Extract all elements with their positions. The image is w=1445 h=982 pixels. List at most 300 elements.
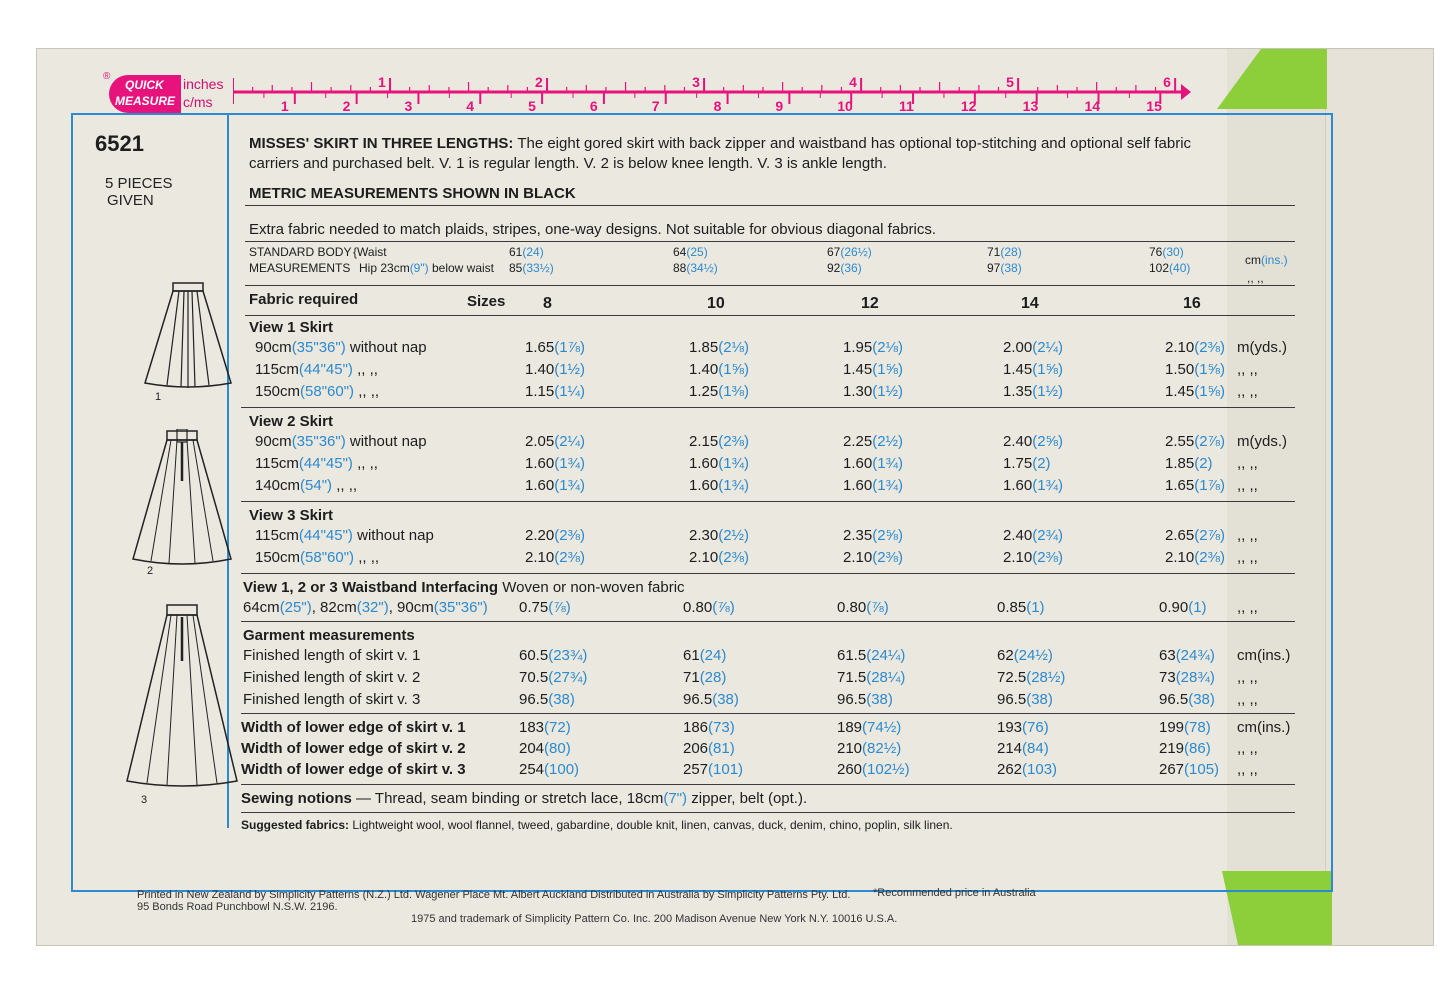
ruler-cm-label: 3 (404, 98, 413, 114)
price-note: *Recommended price in Australia (873, 887, 1036, 899)
view1-fabric-width (255, 361, 378, 378)
yardage-value (689, 477, 749, 494)
waist-value-metric: 61 (509, 245, 523, 259)
notions-text-imperial: (7") (663, 790, 688, 807)
interfacing-value-imperial: (1) (1026, 599, 1045, 616)
view-1-number: 1 (155, 391, 162, 403)
garment-value-imperial: (38) (712, 691, 739, 708)
yardage-value (1165, 361, 1225, 378)
width-tail: ,, ,, (352, 455, 378, 472)
waist-value-imperial: (28) (1000, 245, 1022, 259)
yardage-value-imperial: (2⅜) (872, 549, 904, 566)
width-tail: without nap (352, 527, 434, 544)
rule (241, 713, 1295, 714)
yardage-value-imperial: (2⅞) (1194, 433, 1226, 450)
hem-width-value-imperial: (84) (1022, 740, 1049, 757)
yardage-value-metric: 2.10 (1003, 549, 1033, 566)
hem-width-value-metric: 219 (1159, 740, 1185, 757)
view-2-illustration (127, 429, 237, 569)
yardage-unit: m(yds.) (1237, 339, 1287, 356)
yardage-value (1165, 549, 1225, 566)
garment-value (997, 647, 1053, 664)
yardage-value-metric: 1.65 (525, 339, 555, 356)
ruler-cm-label: 14 (1084, 98, 1101, 114)
yardage-value (689, 339, 749, 356)
description-text-1: The eight gored skirt with back zipper and waistband has optional top-stitching and optional self fabric (517, 135, 1192, 152)
yardage-value-metric: 1.60 (843, 455, 873, 472)
size-header: 16 (1183, 295, 1201, 312)
yardage-value-imperial: (1⅝) (872, 361, 904, 378)
yardage-unit: ,, ,, (1237, 477, 1258, 494)
hem-width-value-metric: 262 (997, 761, 1023, 778)
hem-width-value-imperial: (102½) (862, 761, 910, 778)
yardage-value (1165, 527, 1225, 544)
hip-value (673, 261, 718, 275)
yardage-unit: ,, ,, (1237, 455, 1258, 472)
rule (245, 285, 1295, 286)
yardage-value (525, 455, 585, 472)
yardage-value (843, 361, 903, 378)
garment-value-metric: 96.5 (997, 691, 1027, 708)
width-imperial: (44"45") (298, 361, 353, 378)
yardage-value-imperial: (2⅜) (1194, 339, 1226, 356)
body-units-ditto: ,, ,, (1247, 271, 1264, 285)
width-tail: ,, ,, (354, 383, 380, 400)
waist-value-metric: 76 (1149, 245, 1163, 259)
waist-value-imperial: (30) (1162, 245, 1184, 259)
garment-value-metric: 60.5 (519, 647, 549, 664)
yardage-value-metric: 2.10 (843, 549, 873, 566)
hem-width-value-imperial: (72) (544, 719, 571, 736)
width-imperial: (35"36") (291, 339, 346, 356)
hip-value-imperial: (40) (1169, 261, 1191, 275)
yardage-value-imperial: (2⅜) (1032, 549, 1064, 566)
size-header: 14 (1021, 295, 1039, 312)
width-tail: ,, ,, (352, 361, 378, 378)
width-metric: 150cm (255, 383, 301, 400)
width-imperial: (44"45") (298, 527, 353, 544)
pieces-label: 5 PIECES (105, 175, 173, 192)
suggested-label: Suggested fabrics: (241, 818, 350, 832)
garment-value-imperial: (23¾) (548, 647, 588, 664)
interfacing-value-metric: 0.85 (997, 599, 1027, 616)
hem-width-value-imperial: (81) (708, 740, 735, 757)
yardage-value (689, 383, 749, 400)
yardage-unit: m(yds.) (1237, 433, 1287, 450)
view-3-number: 3 (141, 794, 148, 806)
ruler-cm-label: 9 (775, 98, 784, 114)
hem-width-value-metric: 189 (837, 719, 863, 736)
yardage-value-imperial: (2½) (718, 527, 750, 544)
yardage-value-imperial: (2⅜) (718, 549, 750, 566)
yardage-value-imperial: (1¾) (718, 477, 750, 494)
hem-width-value-imperial: (105) (1184, 761, 1220, 778)
waist-value-imperial: (26½) (840, 245, 872, 259)
interfacing-value-imperial: (⅞) (712, 599, 735, 616)
yardage-value-metric: 1.25 (689, 383, 719, 400)
garment-value-metric: 73 (1159, 669, 1176, 686)
ruler-inch-label: 6 (1163, 75, 1171, 90)
yardage-value-imperial: (2¾) (1032, 527, 1064, 544)
pattern-number: 6521 (95, 131, 144, 156)
garment-value-imperial: (38) (1026, 691, 1053, 708)
width-imperial: (35"36") (291, 433, 346, 450)
yardage-value-imperial: (1¾) (872, 455, 904, 472)
yardage-value-metric: 2.65 (1165, 527, 1195, 544)
hem-width-value-imperial: (74½) (862, 719, 902, 736)
yardage-value-metric: 2.10 (525, 549, 555, 566)
garment-value-imperial: (38) (1188, 691, 1215, 708)
ruler-end-arrow (1181, 84, 1191, 100)
hem-width-value (997, 719, 1049, 736)
footer-line-1: Printed in New Zealand by Simplicity Patterns (N.Z.) Ltd. Wagener Place Mt. Albert Auckland Distributed in Australia by Simplicity Patterns Pty. Ltd. (137, 889, 851, 901)
hip-value-metric: 88 (673, 261, 687, 275)
yardage-unit: ,, ,, (1237, 361, 1258, 378)
view-3-illustration (123, 603, 243, 793)
hip-value-imperial: (36) (840, 261, 862, 275)
rule (245, 315, 1295, 316)
yardage-value-imperial: (2⅞) (1194, 527, 1226, 544)
yardage-value (689, 361, 749, 378)
hem-width-unit: ,, ,, (1237, 740, 1258, 757)
body-units (1245, 253, 1288, 267)
units-in: (ins.) (1261, 253, 1288, 267)
yardage-value-imperial: (1¼) (554, 383, 586, 400)
waist-value (1149, 245, 1184, 259)
yardage-value-imperial: (1⅜) (718, 383, 750, 400)
width-metric: 115cm (255, 455, 299, 472)
waistband-width-part: (35"36") (433, 599, 488, 616)
garment-value (519, 691, 575, 708)
garment-value-metric: 62 (997, 647, 1014, 664)
yardage-value-metric: 1.30 (843, 383, 873, 400)
width-imperial: (44"45") (298, 455, 353, 472)
yardage-value-metric: 1.45 (1003, 361, 1033, 378)
hem-width-value-metric: 183 (519, 719, 545, 736)
ruler-inch-label: 4 (849, 75, 857, 90)
ruler-cm-label: 12 (960, 98, 977, 114)
garment-title: Garment measurements (243, 627, 415, 644)
yardage-value (843, 339, 903, 356)
garment-unit: ,, ,, (1237, 669, 1258, 686)
yardage-value (1003, 383, 1063, 400)
ruler-cm-label: 2 (342, 98, 351, 114)
yardage-value (525, 383, 585, 400)
hem-width-value-metric: 204 (519, 740, 545, 757)
hem-width-value (519, 719, 571, 736)
yardage-value-imperial: (1¾) (554, 477, 586, 494)
hem-width-value (997, 761, 1057, 778)
hem-width-value (519, 761, 579, 778)
hip-value-imperial: (34½) (686, 261, 718, 275)
garment-value (683, 647, 726, 664)
description-title: MISSES' SKIRT IN THREE LENGTHS: (249, 135, 514, 152)
garment-value-metric: 96.5 (683, 691, 713, 708)
yardage-value-imperial: (1½) (1032, 383, 1064, 400)
hip-value-metric: 102 (1149, 261, 1170, 275)
yardage-value-imperial: (1½) (872, 383, 904, 400)
yardage-value-metric: 1.85 (1165, 455, 1195, 472)
ruler-cm-label: 11 (899, 98, 914, 114)
pattern-envelope (36, 48, 1434, 946)
garment-value-imperial: (27¾) (548, 669, 588, 686)
yardage-value-imperial: (2⅜) (554, 527, 586, 544)
interfacing-unit: ,, ,, (1237, 599, 1258, 616)
interfacing-value-imperial: (⅞) (548, 599, 571, 616)
width-metric: 115cm (255, 527, 299, 544)
size-header: 10 (707, 295, 725, 312)
ruler-inch-label: 2 (535, 75, 543, 90)
yardage-value-imperial: (1¾) (1032, 477, 1064, 494)
hem-width-value-metric: 193 (997, 719, 1023, 736)
rule (241, 407, 1295, 408)
yardage-value-metric: 2.30 (689, 527, 719, 544)
yardage-value-imperial: (1⅝) (718, 361, 750, 378)
garment-value (997, 669, 1065, 686)
width-imperial: (58"60") (300, 549, 355, 566)
yardage-value (525, 549, 585, 566)
yardage-value-imperial: (2⅛) (718, 339, 750, 356)
yardage-value-imperial: (1¾) (718, 455, 750, 472)
garment-row-label: Finished length of skirt v. 2 (243, 669, 421, 686)
yardage-value (525, 339, 585, 356)
yardage-value-metric: 1.45 (843, 361, 873, 378)
width-imperial: (54") (300, 477, 333, 494)
yardage-value (1165, 383, 1225, 400)
waist-value (509, 245, 544, 259)
yardage-value (689, 455, 749, 472)
waist-value-metric: 64 (673, 245, 687, 259)
registered-mark: ® (103, 71, 111, 82)
ruler-unit-inches: inches (183, 76, 224, 92)
hem-width-value-metric: 257 (683, 761, 709, 778)
width-row-label: Width of lower edge of skirt v. 1 (241, 719, 466, 736)
width-metric: 150cm (255, 549, 301, 566)
yardage-value-imperial: (1¾) (554, 455, 586, 472)
yardage-value-metric: 1.15 (525, 383, 555, 400)
yardage-value-metric: 1.60 (843, 477, 873, 494)
yardage-value-metric: 2.25 (843, 433, 873, 450)
width-tail: without nap (345, 433, 427, 450)
ruler-cm-label: 13 (1022, 98, 1039, 114)
interfacing-value-metric: 0.90 (1159, 599, 1189, 616)
hem-width-value (997, 740, 1049, 757)
notions-text-tail: zipper, belt (opt.). (687, 790, 808, 807)
yardage-value-imperial: (1½) (554, 361, 586, 378)
hem-width-value-imperial: (78) (1184, 719, 1211, 736)
size-header: 12 (861, 295, 879, 312)
metric-note: METRIC MEASUREMENTS SHOWN IN BLACK (249, 185, 576, 202)
garment-value (683, 691, 739, 708)
hem-width-value-metric: 199 (1159, 719, 1185, 736)
hip-label-cm: Hip 23cm (359, 261, 410, 275)
hem-width-value-metric: 267 (1159, 761, 1185, 778)
given-label: GIVEN (107, 192, 154, 209)
hem-width-value-imperial: (100) (544, 761, 580, 778)
waist-value (827, 245, 872, 259)
yardage-value-imperial: (2) (1032, 455, 1051, 472)
waistband-width-part: , 90cm (388, 599, 434, 616)
view1-fabric-width (255, 383, 379, 400)
hip-value-metric: 85 (509, 261, 523, 275)
yardage-value-metric: 2.10 (1165, 549, 1195, 566)
width-metric: 90cm (255, 339, 292, 356)
view2-fabric-width (255, 477, 357, 494)
yardage-value-imperial: (1⅝) (1194, 383, 1226, 400)
yardage-value (1165, 455, 1213, 472)
yardage-value-imperial: (1⅞) (1194, 477, 1226, 494)
garment-value-imperial: (24¼) (866, 647, 906, 664)
yardage-value (1003, 361, 1063, 378)
sewing-notions (241, 790, 807, 807)
yardage-value-imperial: (2⅜) (1194, 549, 1226, 566)
garment-value-imperial: (38) (866, 691, 893, 708)
garment-value (1159, 647, 1215, 664)
yardage-value-metric: 2.55 (1165, 433, 1195, 450)
yardage-value (525, 477, 585, 494)
hem-width-value-imperial: (101) (708, 761, 744, 778)
garment-value-imperial: (24¾) (1175, 647, 1215, 664)
yardage-value (1003, 477, 1063, 494)
waist-value (987, 245, 1022, 259)
garment-value-metric: 70.5 (519, 669, 549, 686)
yardage-value (843, 477, 903, 494)
garment-value (519, 669, 587, 686)
yardage-value (525, 361, 585, 378)
size-header: 8 (543, 295, 552, 312)
hem-width-value (683, 719, 735, 736)
yardage-value-imperial: (2⅜) (554, 549, 586, 566)
footer-line-2: 95 Bonds Road Punchbowl N.S.W. 2196. (137, 901, 338, 913)
garment-value (837, 647, 905, 664)
yardage-value-metric: 1.35 (1003, 383, 1033, 400)
ruler-cm-label: 8 (713, 98, 722, 114)
view-2-number: 2 (147, 565, 154, 577)
yardage-value (1003, 339, 1063, 356)
yardage-value-imperial: (1¾) (872, 477, 904, 494)
hem-width-value (1159, 761, 1219, 778)
width-metric: 115cm (255, 361, 299, 378)
yardage-value-imperial: (2¼) (554, 433, 586, 450)
hip-label-in: (9") (409, 261, 429, 275)
yardage-value-metric: 1.60 (525, 477, 555, 494)
waistband-title (243, 579, 685, 596)
interfacing-value-imperial: (1) (1188, 599, 1207, 616)
width-tail: ,, ,, (354, 549, 380, 566)
notions-text: — Thread, seam binding or stretch lace, 18cm (351, 790, 664, 807)
hem-width-value-imperial: (76) (1022, 719, 1049, 736)
yardage-unit: ,, ,, (1237, 527, 1258, 544)
garment-value (837, 691, 893, 708)
yardage-value (1165, 433, 1225, 450)
rule (245, 205, 1295, 206)
hip-value-metric: 92 (827, 261, 841, 275)
ruler-cm-label: 10 (837, 98, 853, 114)
garment-value-metric: 61.5 (837, 647, 867, 664)
garment-value-imperial: (28¼) (866, 669, 906, 686)
hip-value-metric: 97 (987, 261, 1001, 275)
view3-fabric-width (255, 549, 379, 566)
yardage-value-metric: 1.60 (1003, 477, 1033, 494)
yardage-value-imperial: (2½) (872, 433, 904, 450)
yardage-value-metric: 1.75 (1003, 455, 1033, 472)
yardage-value (1003, 549, 1063, 566)
yardage-value (525, 433, 585, 450)
yardage-value-metric: 1.60 (689, 477, 719, 494)
garment-value-metric: 96.5 (519, 691, 549, 708)
waistband-width-part: , 82cm (311, 599, 357, 616)
hem-width-value (837, 740, 901, 757)
yardage-value (843, 549, 903, 566)
waistband-width-part: (25") (279, 599, 312, 616)
garment-value-imperial: (38) (548, 691, 575, 708)
yardage-value-imperial: (1⅞) (554, 339, 586, 356)
hem-width-value-metric: 254 (519, 761, 545, 778)
view3-fabric-width (255, 527, 434, 544)
yardage-unit: ,, ,, (1237, 383, 1258, 400)
notions-label: Sewing notions (241, 790, 352, 807)
hip-value-imperial: (33½) (522, 261, 554, 275)
rule (241, 621, 1295, 622)
garment-value-imperial: (28¾) (1175, 669, 1215, 686)
hip-value (509, 261, 554, 275)
yardage-value (1003, 527, 1063, 544)
yardage-value-metric: 1.50 (1165, 361, 1195, 378)
view1-title: View 1 Skirt (249, 319, 333, 336)
hem-width-value-metric: 206 (683, 740, 709, 757)
yardage-value-imperial: (2¼) (1032, 339, 1064, 356)
view3-title: View 3 Skirt (249, 507, 333, 524)
waistband-title-bold: View 1, 2 or 3 Waistband Interfacing (243, 579, 499, 596)
yardage-value-metric: 2.40 (1003, 433, 1033, 450)
garment-value (1159, 691, 1215, 708)
rule (241, 573, 1295, 574)
waist-value-imperial: (24) (522, 245, 544, 259)
garment-value (837, 669, 905, 686)
hip-value (987, 261, 1022, 275)
yardage-value (843, 455, 903, 472)
rule (241, 501, 1295, 502)
rule (241, 812, 1295, 813)
waist-value (673, 245, 708, 259)
hem-width-value (837, 761, 910, 778)
hem-width-value-metric: 210 (837, 740, 863, 757)
sizes-label: Sizes (467, 293, 506, 310)
yardage-value (689, 527, 749, 544)
width-metric: 90cm (255, 433, 292, 450)
suggested-fabrics (241, 818, 953, 832)
garment-value (683, 669, 726, 686)
yardage-unit: ,, ,, (1237, 549, 1258, 566)
hip-label-tail: below waist (431, 261, 494, 275)
yardage-value (689, 549, 749, 566)
ruler-inch-label: 5 (1006, 75, 1014, 90)
hem-width-value-imperial: (103) (1022, 761, 1058, 778)
interfacing-value (997, 599, 1045, 616)
ruler (233, 75, 1193, 115)
garment-row-label: Finished length of skirt v. 1 (243, 647, 421, 664)
rule (241, 784, 1295, 785)
interfacing-value (519, 599, 571, 616)
waistband-widths (243, 599, 488, 616)
hem-width-value-imperial: (82½) (862, 740, 902, 757)
hem-width-value (1159, 740, 1211, 757)
ruler-inch-label: 3 (692, 75, 700, 90)
yardage-value-metric: 2.05 (525, 433, 555, 450)
yardage-value-imperial: (2⅛) (872, 339, 904, 356)
hem-width-value (519, 740, 571, 757)
yardage-value-imperial: (2⅝) (872, 527, 904, 544)
